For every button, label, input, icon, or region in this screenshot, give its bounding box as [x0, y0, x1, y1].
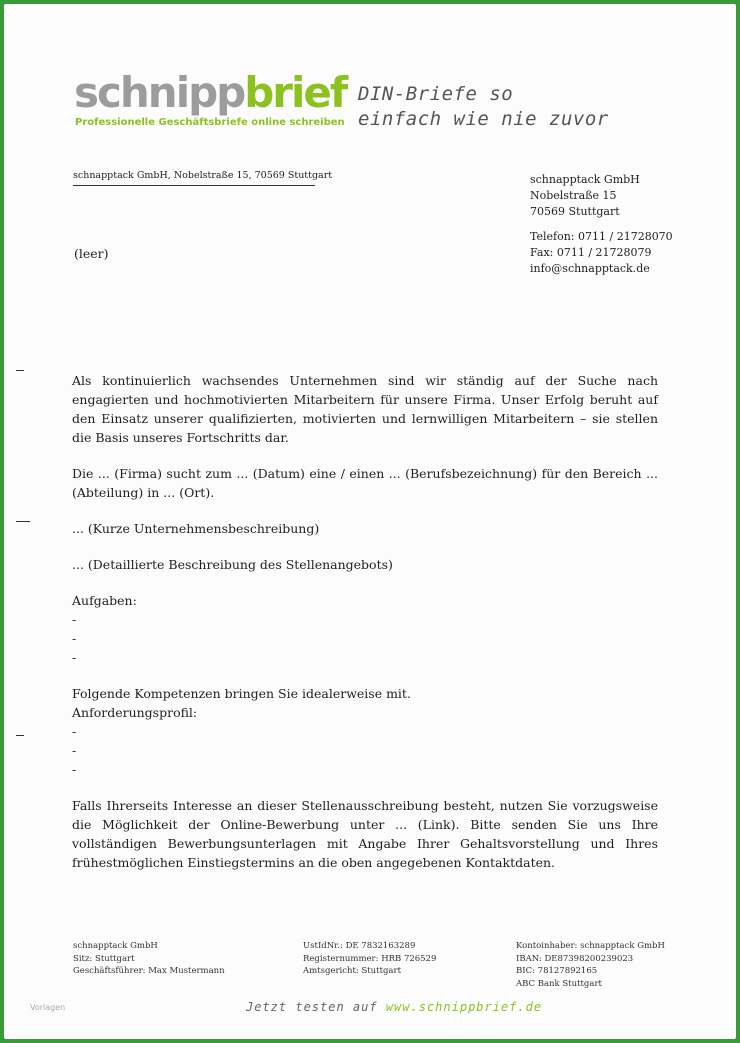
letter-page: [4, 4, 736, 1039]
fold-mark-bottom: [16, 735, 24, 736]
logo-tagline: Professionelle Geschäftsbriefe online schreiben: [75, 117, 345, 128]
footer-line: Kontoinhaber: schnapptack GmbH: [516, 941, 665, 951]
footer-line: UstIdNr.: DE 7832163289: [303, 941, 416, 951]
footer-line: ABC Bank Stuttgart: [516, 978, 602, 989]
list-item: -: [72, 650, 77, 665]
sender-street: Nobelstraße 15: [530, 189, 617, 202]
footer-line: Geschäftsführer: Max Mustermann: [73, 966, 225, 976]
return-address-line: schnapptack GmbH, Nobelstraße 15, 70569 Stuttgart: [73, 170, 315, 186]
punch-mark: [16, 521, 30, 522]
sender-city: 70569 Stuttgart: [530, 205, 620, 218]
recipient-address: (leer): [74, 246, 109, 261]
list-item: -: [72, 724, 77, 739]
sender-fax: Fax: 0711 / 21728079: [530, 246, 652, 259]
promo-link[interactable]: www.schnippbrief.de: [385, 1000, 543, 1014]
footer-line: Sitz: Stuttgart: [73, 953, 135, 964]
logo-text-schnipp: schnipp: [74, 68, 245, 117]
tasks-list: [72, 591, 658, 667]
logo: [74, 70, 346, 116]
footer-line: IBAN: DE87398200239023: [516, 953, 634, 964]
list-item: -: [72, 612, 77, 627]
body-paragraph-closing: Falls Ihrerseits Interesse an dieser Stellenausschreibung besteht, nutzen Sie vorzugsweise die Möglichkeit der Online-Bewerbung unter ... (Link). Bitte senden Sie uns Ihre vollständigen Bewerbungsunterlagen mit Angabe Ihrer Gehaltsvorstellung und Ihres frühestmöglichen Einstiegstermins an die oben angegebenen Kontaktdaten.: [72, 798, 658, 870]
footer-registry-info: [303, 940, 436, 978]
letter-body: [72, 371, 658, 889]
logo-text-brief: brief: [244, 68, 347, 117]
list-item: -: [72, 762, 77, 777]
skills-heading: Anforderungsprofil:: [72, 705, 198, 720]
list-item: -: [72, 631, 77, 646]
promo-text: Jetzt testen auf: [246, 1000, 386, 1014]
footer-bank-info: [516, 940, 665, 990]
body-paragraph-intro: Als kontinuierlich wachsendes Unternehmen sind wir ständig auf der Suche nach engagierten und hochmotivierten Mitarbeitern für unsere Firma. Unser Erfolg beruht auf den Einsatz unserer qualifizierten, motivierten und lernwilligen Mitarbeitern – sie stellen die Basis unseres Fortschritts dar.: [72, 373, 658, 445]
tasks-heading: Aufgaben:: [72, 593, 137, 608]
footer-line: Amtsgericht: Stuttgart: [303, 966, 401, 976]
skills-intro: Folgende Kompetenzen bringen Sie idealerweise mit.: [72, 686, 411, 701]
promo-line: [246, 1000, 542, 1014]
body-paragraph-position: Die ... (Firma) sucht zum ... (Datum) eine / einen ... (Berufsbezeichnung) für den Bereich ... (Abteilung) in ... (Ort).: [72, 466, 658, 500]
sender-phone: Telefon: 0711 / 21728070: [530, 230, 673, 243]
skills-list: [72, 684, 658, 779]
slogan: DIN-Briefe so einfach wie nie zuvor: [358, 83, 609, 130]
footer-line: schnapptack GmbH: [73, 941, 158, 951]
sender-block: [530, 172, 673, 277]
footer-company-info: [73, 940, 225, 978]
body-paragraph-offer: ... (Detaillierte Beschreibung des Stellenangebots): [72, 557, 393, 572]
footer-line: Registernummer: HRB 726529: [303, 953, 437, 964]
sender-company: schnapptack GmbH: [530, 173, 640, 186]
list-item: -: [72, 743, 77, 758]
watermark-label: Vorlagen: [30, 1003, 66, 1012]
fold-mark-top: [16, 370, 24, 371]
body-paragraph-company: ... (Kurze Unternehmensbeschreibung): [72, 521, 320, 536]
footer-line: BIC: 78127892165: [516, 966, 598, 976]
sender-email: info@schnapptack.de: [530, 262, 650, 275]
